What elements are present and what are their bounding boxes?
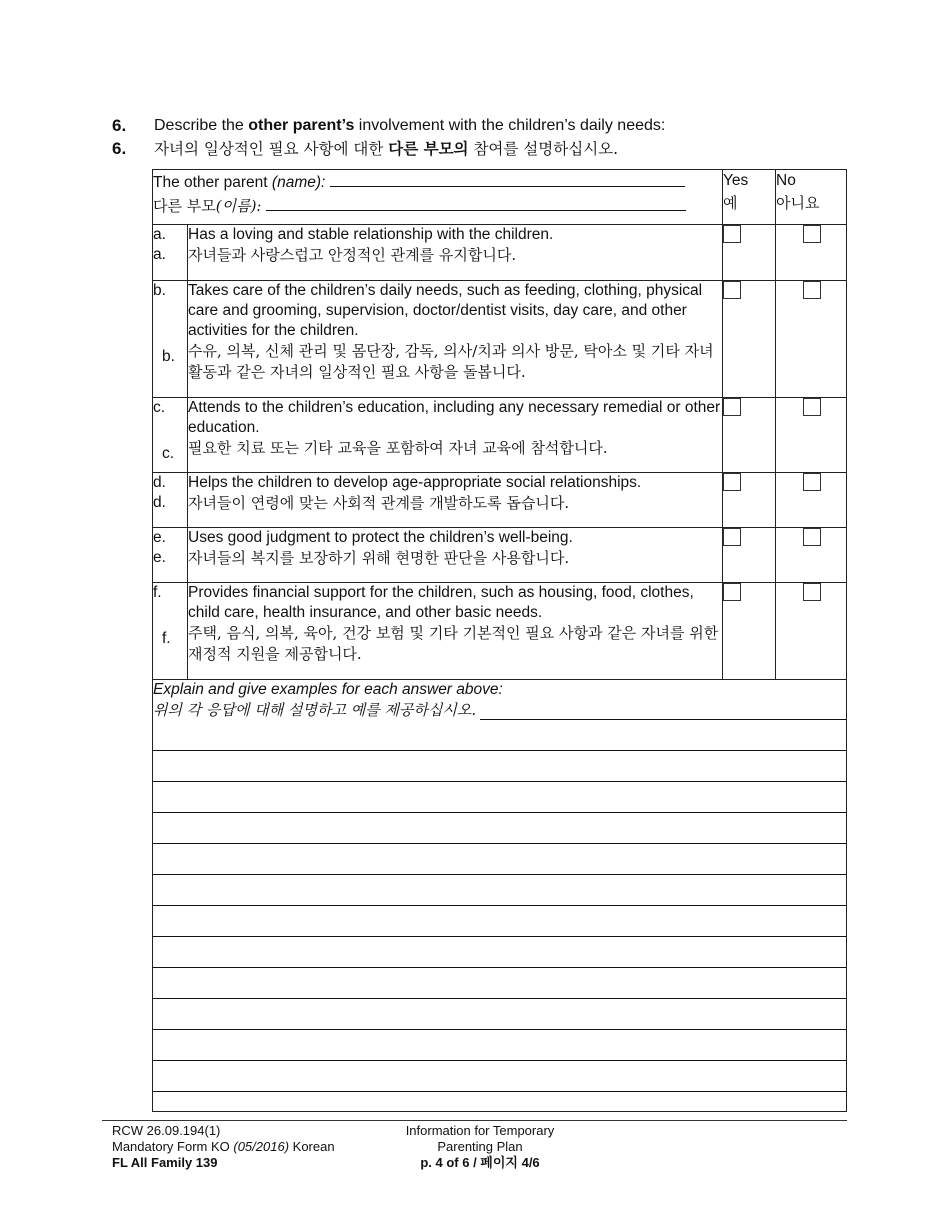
yes-cell — [723, 398, 776, 473]
row-text-cell — [188, 225, 723, 281]
explain-first-line[interactable] — [480, 703, 846, 720]
footer-center — [380, 1123, 580, 1171]
no-checkbox[interactable] — [803, 583, 821, 601]
yes-checkbox[interactable] — [723, 528, 741, 546]
yes-checkbox[interactable] — [723, 583, 741, 601]
no-checkbox[interactable] — [803, 225, 821, 243]
explain-writing-line[interactable] — [153, 999, 846, 1030]
row-text-en: Has a loving and stable relationship with the children. — [188, 226, 554, 243]
footer-page-number: p. 4 of 6 / 페이지 4/6 — [420, 1155, 540, 1170]
explain-writing-line[interactable] — [153, 720, 846, 751]
row-text-cell — [188, 473, 723, 528]
explain-writing-line[interactable] — [153, 844, 846, 875]
explain-label-ko: 위의 각 응답에 대해 설명하고 예를 제공하십시오. — [153, 701, 477, 719]
footer-rcw: RCW 26.09.194(1) — [112, 1123, 221, 1138]
row-letter-cell — [153, 583, 188, 680]
yes-cell — [723, 528, 776, 583]
yes-header — [723, 170, 776, 225]
table-row — [153, 398, 847, 473]
row-text-cell — [188, 583, 723, 680]
explain-writing-line[interactable] — [153, 751, 846, 782]
row-letter-ko: e. — [153, 549, 166, 566]
no-cell — [776, 398, 847, 473]
yes-cell — [723, 583, 776, 680]
footer-divider — [102, 1120, 847, 1121]
table-row — [153, 281, 847, 398]
explain-writing-line[interactable] — [153, 1030, 846, 1061]
row-letter-en: e. — [153, 529, 166, 546]
row-letter-en: b. — [153, 282, 166, 299]
row-text-ko: 자녀들이 연령에 맞는 사회적 관계를 개발하도록 돕습니다. — [188, 494, 570, 512]
no-label-ko: 아니요 — [776, 194, 820, 212]
question-ko-bold: 다른 부모의 — [388, 139, 469, 158]
yes-cell — [723, 225, 776, 281]
name-label-ko-italic: (이름): — [215, 197, 262, 215]
yes-checkbox[interactable] — [723, 398, 741, 416]
footer-form-id: FL All Family 139 — [112, 1155, 218, 1170]
row-letter-ko: a. — [153, 246, 166, 263]
footer-left — [112, 1123, 335, 1171]
row-text-ko: 자녀들과 사랑스럽고 안정적인 관계를 유지합니다. — [188, 246, 517, 264]
explain-writing-line[interactable] — [153, 906, 846, 937]
row-letter-ko: d. — [153, 494, 166, 511]
row-text-ko: 주택, 음식, 의복, 육아, 건강 보험 및 기타 기본적인 필요 사항과 같은 자녀를 위한 재정적 지원을 제공합니다. — [188, 624, 719, 663]
explain-label-en: Explain and give examples for each answer above: — [153, 681, 503, 698]
yes-label-ko: 예 — [723, 194, 738, 212]
name-label-en: The other parent — [153, 174, 272, 191]
row-letter-en: a. — [153, 226, 166, 243]
question-en-text: Describe the — [154, 117, 249, 134]
footer-language: Korean — [289, 1139, 335, 1154]
yes-cell — [723, 281, 776, 398]
no-cell — [776, 473, 847, 528]
row-text-cell — [188, 528, 723, 583]
row-letter-en: c. — [153, 399, 166, 416]
row-letter-cell — [153, 473, 188, 528]
table-row — [153, 583, 847, 680]
no-cell — [776, 281, 847, 398]
row-letter-en: f. — [153, 584, 162, 601]
table-row — [153, 473, 847, 528]
yes-checkbox[interactable] — [723, 281, 741, 299]
question-number-ko: 6. — [112, 139, 127, 158]
no-cell — [776, 528, 847, 583]
explain-writing-line[interactable] — [153, 782, 846, 813]
name-input-line-en[interactable] — [330, 170, 685, 187]
question-ko-text: 자녀의 일상적인 필요 사항에 대한 — [154, 140, 389, 158]
row-text-en: Provides financial support for the children, such as housing, food, clothes, child care, health insurance, and other basic needs. — [188, 584, 694, 621]
question-number: 6. — [112, 116, 127, 135]
no-checkbox[interactable] — [803, 281, 821, 299]
row-letter-en: d. — [153, 474, 166, 491]
yes-checkbox[interactable] — [723, 473, 741, 491]
explain-cell — [153, 680, 847, 1112]
row-text-ko: 필요한 치료 또는 기타 교육을 포함하여 자녀 교육에 참석합니다. — [188, 439, 608, 457]
no-checkbox[interactable] — [803, 473, 821, 491]
row-letter-cell — [153, 281, 188, 398]
row-letter-cell — [153, 225, 188, 281]
row-text-cell — [188, 398, 723, 473]
yes-label-en: Yes — [723, 172, 749, 189]
explain-writing-line[interactable] — [153, 937, 846, 968]
no-checkbox[interactable] — [803, 398, 821, 416]
row-letter-ko: b. — [162, 348, 175, 365]
row-text-en: Helps the children to develop age-appropriate social relationships. — [188, 474, 642, 491]
table-header-row — [153, 170, 847, 225]
explain-writing-line[interactable] — [153, 813, 846, 844]
row-text-en: Attends to the children’s education, including any necessary remedial or other education. — [188, 399, 721, 436]
footer-title-line1: Information for Temporary — [405, 1123, 555, 1138]
yes-cell — [723, 473, 776, 528]
footer-title-line2: Parenting Plan — [437, 1139, 523, 1154]
row-text-en: Takes care of the children’s daily needs, such as feeding, clothing, physical care and grooming, supervision, doctor/dentist visits, day care, and other activities for the children. — [188, 282, 703, 339]
footer-mandatory-date: (05/2016) — [233, 1139, 290, 1154]
row-letter-ko: f. — [162, 630, 171, 647]
row-text-en: Uses good judgment to protect the children’s well-being. — [188, 529, 573, 546]
no-cell — [776, 583, 847, 680]
no-header — [776, 170, 847, 225]
footer-mandatory: Mandatory Form KO — [112, 1139, 234, 1154]
explain-writing-line[interactable] — [153, 875, 846, 906]
question-en-bold: other parent’s — [248, 117, 355, 134]
no-checkbox[interactable] — [803, 528, 821, 546]
row-text-cell — [188, 281, 723, 398]
question-en-text-end: involvement with the children’s daily needs: — [354, 117, 666, 134]
row-text-ko: 수유, 의복, 신체 관리 및 몸단장, 감독, 의사/치과 의사 방문, 탁아소 및 기타 자녀 활동과 같은 자녀의 일상적인 필요 사항을 돌봅니다. — [188, 342, 714, 381]
row-letter-ko: c. — [162, 445, 175, 462]
explain-writing-line[interactable] — [153, 968, 846, 999]
other-parent-name-cell — [153, 170, 723, 225]
question-ko-text-end: 참여를 설명하십시오. — [468, 140, 619, 158]
explain-row — [153, 680, 847, 1112]
name-label-ko: 다른 부모 — [153, 197, 216, 215]
yes-checkbox[interactable] — [723, 225, 741, 243]
row-letter-cell — [153, 528, 188, 583]
explain-writing-line[interactable] — [153, 1061, 846, 1092]
name-input-line-ko[interactable] — [266, 194, 686, 211]
table-row — [153, 528, 847, 583]
table-row — [153, 225, 847, 281]
row-text-ko: 자녀들의 복지를 보장하기 위해 현명한 판단을 사용합니다. — [188, 549, 570, 567]
row-letter-cell — [153, 398, 188, 473]
name-label-en-italic: (name): — [271, 174, 326, 191]
involvement-table — [152, 169, 847, 1112]
no-label-en: No — [776, 172, 796, 189]
no-cell — [776, 225, 847, 281]
